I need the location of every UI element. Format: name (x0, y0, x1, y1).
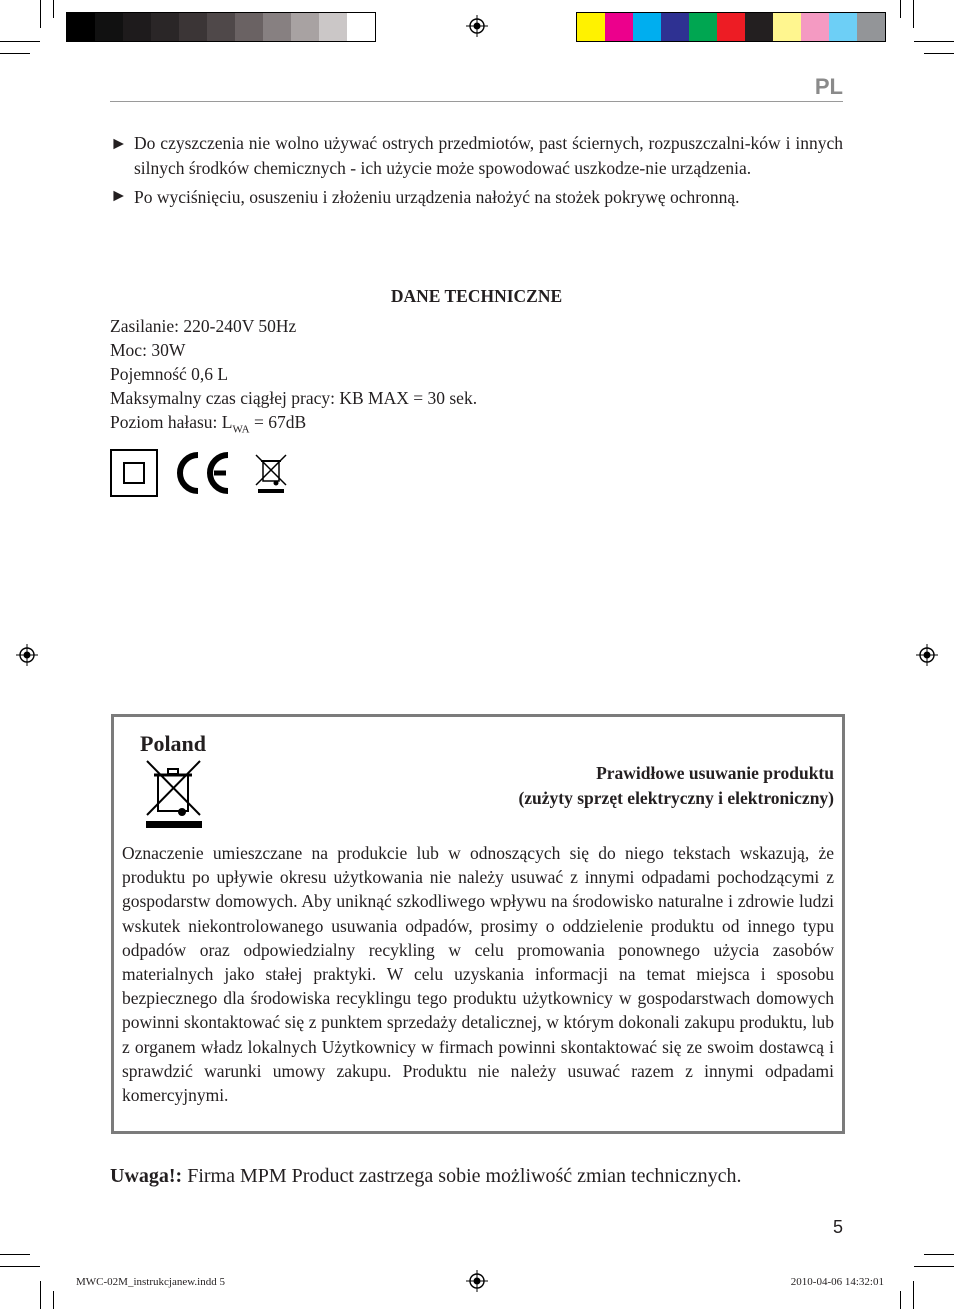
weee-disposal-box (111, 714, 845, 1134)
slug-timestamp: 2010-04-06 14:32:01 (790, 1276, 884, 1288)
page-number: 5 (832, 1217, 843, 1237)
registration-mark-icon (466, 1270, 488, 1292)
noise-prefix: Poziom hałasu: L (110, 412, 233, 432)
grayscale-color-bar (66, 12, 376, 42)
color-swatch (773, 13, 801, 41)
crop-mark (0, 1254, 30, 1255)
crop-mark (914, 1266, 954, 1267)
notice-label: Uwaga!: (110, 1165, 183, 1187)
crop-mark (0, 41, 40, 42)
color-swatch (857, 13, 885, 41)
crop-mark (0, 1266, 40, 1267)
class-ii-icon (110, 449, 158, 497)
spec-capacity: Pojemność 0,6 L (110, 364, 229, 384)
crop-mark (900, 1291, 901, 1309)
bullet-arrow-icon: ► (110, 133, 128, 153)
disposal-heading-line1: Prawidłowe usuwanie produktu (596, 763, 834, 783)
crop-mark (40, 1281, 41, 1309)
color-swatch (179, 13, 207, 41)
crop-mark (913, 0, 914, 28)
color-swatch (151, 13, 179, 41)
bullet-text: Do czyszczenia nie wolno używać ostrych przedmiotów, past ściernych, rozpuszczalni-ków i innych silnych środków chemicznych - ich użycie może spowodować uszkodze-nie urządzenia. (134, 133, 843, 178)
color-swatch (319, 13, 347, 41)
crop-mark (53, 0, 54, 18)
country-label: Poland (140, 731, 207, 756)
weee-bin-icon (254, 451, 288, 495)
color-swatch (95, 13, 123, 41)
color-swatch (577, 13, 605, 41)
language-label: PL (814, 74, 843, 99)
cleaning-instructions (110, 131, 843, 214)
registration-mark-icon (16, 644, 38, 666)
color-swatch (633, 13, 661, 41)
crop-mark (924, 53, 954, 54)
color-swatch (263, 13, 291, 41)
crop-mark (913, 1281, 914, 1309)
compliance-symbols (110, 449, 288, 497)
crop-mark (53, 1291, 54, 1309)
crop-mark (924, 1254, 954, 1255)
color-swatch (801, 13, 829, 41)
disposal-text: Oznaczenie umieszczane na produkcie lub w odnoszących się do niego tekstach wskazują, że produktu po upływie okresu użytkowania nie należy usuwać z innymi odpadami pochodzącymi z gospodarstw domowych. Aby uniknąć szkodliwego wpływu na środowisko naturalne i zdrowie ludzi wskutek niekontrolowanego usuwania odpadów, prosimy o oddzielenie produktu od innego typu odpadów oraz odpowiedzialny recykling w celu promowania ponownego użycia zasobów materialnych jako stałej praktyki. W celu uzyskania informacji na temat miejsca i sposobu bezpiecznego dla środowiska recyklingu tego produktu użytkownicy w gospodarstwach domowych powinni skontaktować się z punktem sprzedaży detalicznej, w którym dokonali zakupu produktu, lub z organem władz lokalnych Użytkownicy w firmach powinni skontaktować się ze swoim dostawcą i sprawdzić warunki umowy zakupu. Produktu nie należy usuwać razem z innymi odpadami komercyjnymi. (122, 843, 834, 1106)
notice-text: Firma MPM Product zastrzega sobie możliwość zmian technicznych. (182, 1165, 742, 1187)
registration-mark-icon (916, 644, 938, 666)
weee-bin-icon (144, 757, 204, 829)
technical-changes-notice (110, 1165, 843, 1188)
header-rule (110, 101, 843, 102)
registration-mark-icon (466, 15, 488, 37)
color-swatch (661, 13, 689, 41)
specs-list (110, 314, 477, 442)
noise-value: = 67dB (249, 412, 307, 432)
slug-filename: MWC-02M_instrukcjanew.indd 5 (76, 1276, 225, 1288)
crop-mark (900, 0, 901, 18)
crop-mark (40, 0, 41, 28)
color-swatch (689, 13, 717, 41)
cmyk-color-bar (576, 12, 886, 42)
spec-noise (110, 410, 477, 442)
ce-mark-icon (172, 449, 234, 497)
color-swatch (291, 13, 319, 41)
spec-power: Moc: 30W (110, 340, 186, 360)
bullet-arrow-icon: ► (110, 185, 128, 205)
crop-mark (0, 53, 30, 54)
color-swatch (67, 13, 95, 41)
spec-power-supply: Zasilanie: 220-240V 50Hz (110, 316, 297, 336)
disposal-heading-line2: (zużyty sprzęt elektryczny i elektroniczny) (518, 788, 834, 808)
color-swatch (745, 13, 773, 41)
color-swatch (123, 13, 151, 41)
color-swatch (235, 13, 263, 41)
color-swatch (207, 13, 235, 41)
crop-mark (914, 41, 954, 42)
bullet-text: Po wyciśnięciu, osuszeniu i złożeniu urządzenia nałożyć na stożek pokrywę ochronną. (134, 187, 740, 207)
color-swatch (717, 13, 745, 41)
color-swatch (605, 13, 633, 41)
noise-subscript: WA (232, 423, 250, 436)
list-item (110, 183, 843, 211)
disposal-heading (518, 761, 834, 811)
color-swatch (829, 13, 857, 41)
color-swatch (347, 13, 375, 41)
list-item (110, 131, 843, 180)
spec-max-runtime: Maksymalny czas ciągłej pracy: KB MAX = 30 sek. (110, 388, 478, 408)
specs-title: DANE TECHNICZNE (390, 286, 563, 306)
